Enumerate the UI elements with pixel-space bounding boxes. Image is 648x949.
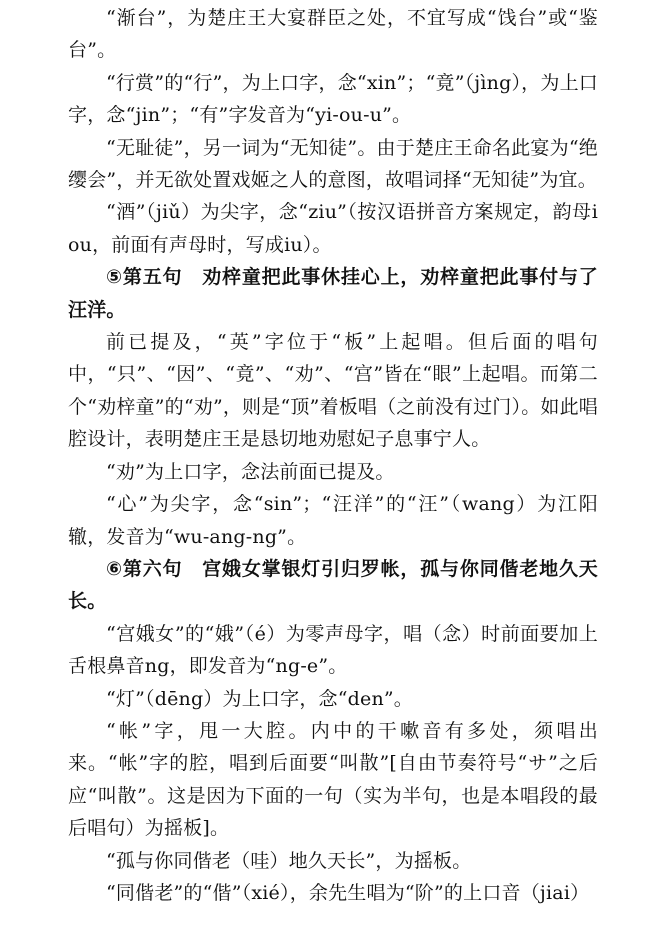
paragraph: “行赏”的“行”，为上口字，念“xin”；“竟”（jìng），为上口字，念“jin”；“有”字发音为“yi-ou-u”。 bbox=[68, 71, 598, 127]
paragraph: “灯”（dēng）为上口字，念“den”。 bbox=[106, 687, 414, 710]
paragraph: “心”为尖字，念“sin”；“汪洋”的“汪”（wang）为江阳辙，发音为“wu-ang-ng”。 bbox=[68, 493, 598, 548]
paragraph: 前已提及，“英”字位于“板”上起唱。但后面的唱句中，“只”、“因”、“竟”、“劝”、“宫”皆在“眼”上起唱。而第二个“劝梓童”的“劝”，则是“顶”着板唱（之前没有过门）。如此唱腔设计，表明楚庄王是恳切地劝慰妃子息事宁人。 bbox=[68, 331, 598, 451]
paragraph: “渐台”，为楚庄王大宴群臣之处，不宜写成“饯台”或“鉴台”。 bbox=[68, 7, 598, 62]
section-heading-fifth-line: ⑤第五句 劝梓童把此事休挂心上，劝梓童把此事付与了汪洋。 bbox=[68, 266, 598, 321]
section-heading-sixth-line: ⑥第六句 宫娥女掌银灯引归罗帐，孤与你同偕老地久天长。 bbox=[68, 557, 598, 613]
paragraph: “宫娥女”的“娥”（é）为零声母字，唱（念）时前面要加上舌根鼻音ng，即发音为“ng-e”。 bbox=[68, 622, 598, 678]
paragraph: “酒”（jiǔ）为尖字，念“ziu”（按汉语拼音方案规定，韵母iou，前面有声母时，写成iu）。 bbox=[68, 201, 598, 256]
paragraph: “帐”字，甩一大腔。内中的干嗽音有多处，须唱出来。“帐”字的腔，唱到后面要“叫散”[自由节奏符号“サ”之后应“叫散”。这是因为下面的一句（实为半句，也是本唱段的最后唱句）为摇板]。 bbox=[68, 719, 598, 840]
paragraph: “劝”为上口字，念法前面已提及。 bbox=[106, 460, 395, 483]
paragraph: “同偕老”的“偕”（xié），余先生唱为“阶”的上口音（jiai） bbox=[106, 881, 590, 904]
paragraph: “孤与你同偕老（哇）地久天长”，为摇板。 bbox=[106, 849, 472, 872]
paragraph: “无耻徒”，另一词为“无知徒”。由于楚庄王命名此宴为“绝缨会”，并无欲处置戏姬之人的意图，故唱词择“无知徒”为宜。 bbox=[68, 136, 598, 192]
